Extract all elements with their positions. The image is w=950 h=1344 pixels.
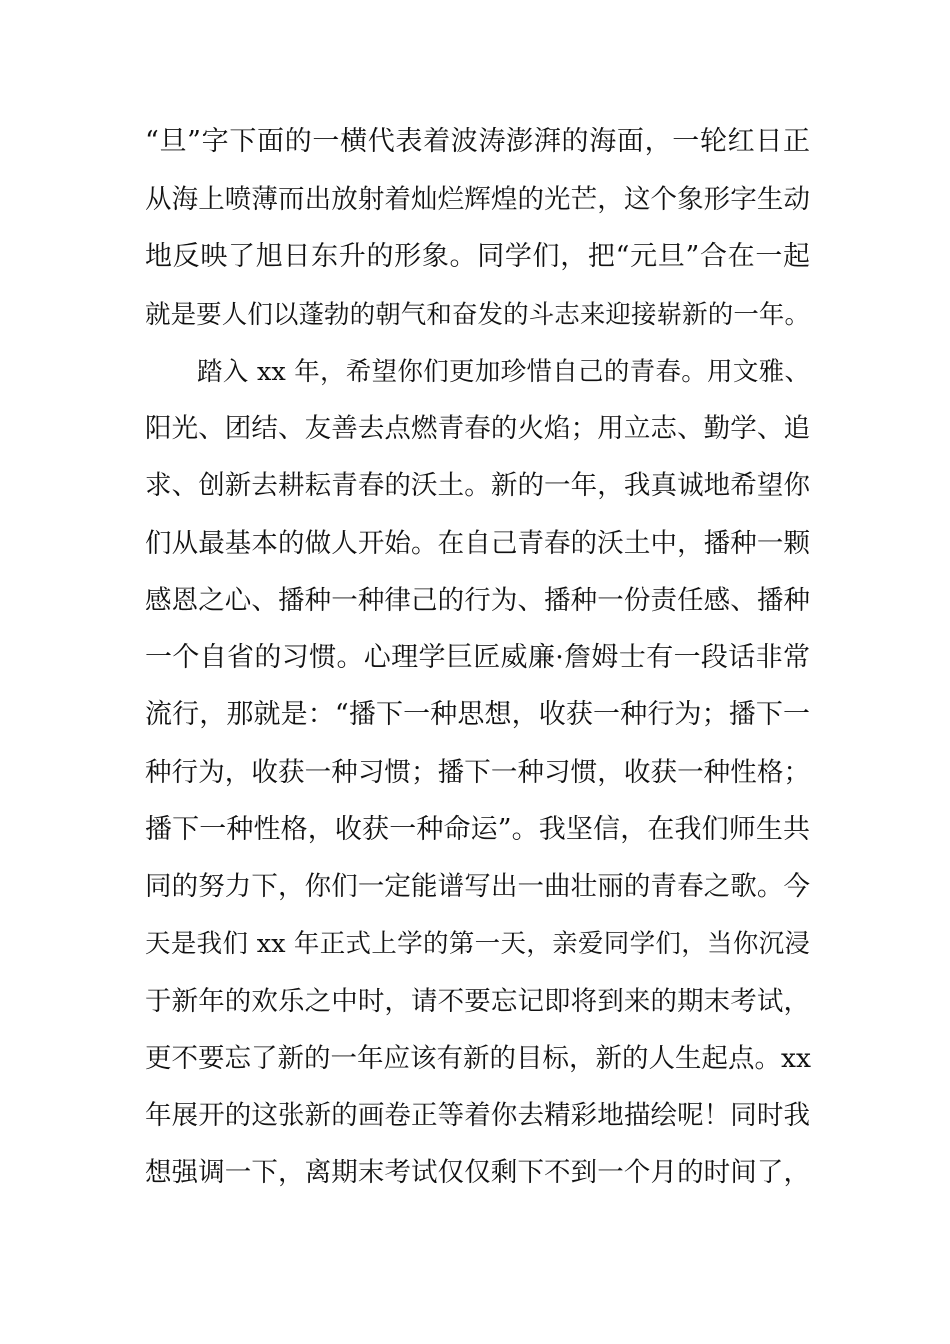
text-line: 流行，那就是：“播下一种思想，收获一种行为；播下一: [145, 699, 810, 730]
text-line: 就是要人们以蓬勃的朝气和奋发的斗志来迎接崭新的一年。: [145, 300, 810, 330]
text-line: 从海上喷薄而出放射着灿烂辉煌的光芒，这个象形字生动: [145, 184, 810, 215]
text-line: 想强调一下，离期末考试仅仅剩下不到一个月的时间了，: [145, 1157, 810, 1188]
text-line: 感恩之心、播种一种律己的行为、播种一份责任感、播种: [145, 585, 810, 616]
text-line: “旦”字下面的一横代表着波涛澎湃的海面，一轮红日正: [145, 126, 810, 157]
text-line: 天是我们 xx 年正式上学的第一天，亲爱同学们，当你沉浸: [145, 929, 810, 959]
paragraph-first-line: 踏入 xx 年，希望你们更加珍惜自己的青春。用文雅、: [197, 357, 810, 387]
text-line: 同的努力下，你们一定能谱写出一曲壮丽的青春之歌。今: [145, 871, 810, 902]
text-line: 们从最基本的做人开始。在自己青春的沃土中，播种一颗: [145, 528, 810, 559]
text-line: 一个自省的习惯。心理学巨匠威廉·詹姆士有一段话非常: [145, 642, 810, 673]
text-line: 于新年的欢乐之中时，请不要忘记即将到来的期末考试，: [145, 986, 810, 1017]
text-line: 种行为，收获一种习惯；播下一种习惯，收获一种性格；: [145, 757, 810, 788]
text-line: 阳光、团结、友善去点燃青春的火焰；用立志、勤学、追: [145, 413, 810, 444]
text-line: 年展开的这张新的画卷正等着你去精彩地描绘呢！同时我: [145, 1100, 810, 1131]
text-line: 地反映了旭日东升的形象。同学们，把“元旦”合在一起: [145, 241, 810, 272]
text-line: 播下一种性格，收获一种命运”。我坚信，在我们师生共: [145, 814, 810, 845]
text-line: 求、创新去耕耘青春的沃土。新的一年，我真诚地希望你: [145, 470, 810, 501]
text-line: 更不要忘了新的一年应该有新的目标，新的人生起点。xx: [145, 1043, 811, 1074]
